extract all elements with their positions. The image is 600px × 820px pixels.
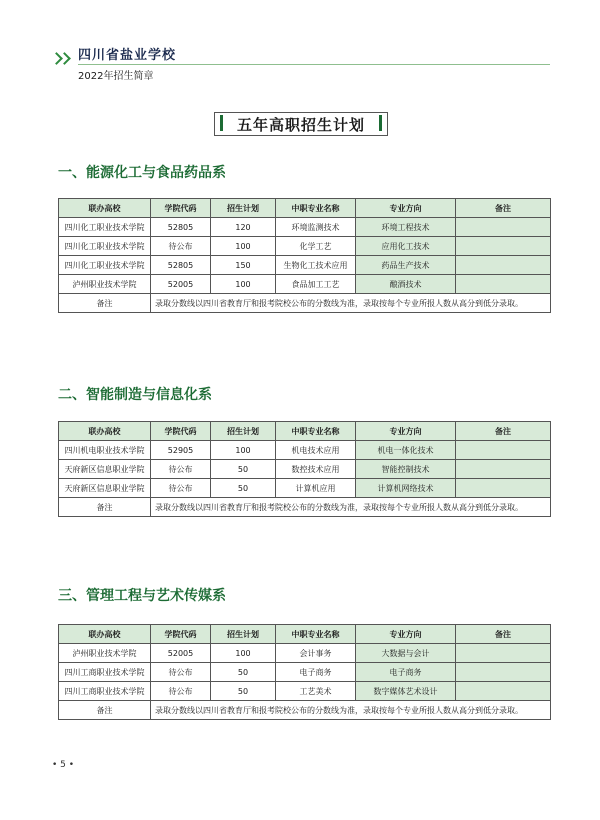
table-row bbox=[59, 479, 551, 498]
school-name: 四川省盐业学校 bbox=[78, 48, 177, 63]
page-number: • 5 • bbox=[52, 760, 75, 770]
table-cell: 泸州职业技术学院 bbox=[59, 275, 151, 294]
column-header: 学院代码 bbox=[151, 422, 211, 441]
table-cell: 四川工商职业技术学院 bbox=[59, 682, 151, 701]
table-cell: 52905 bbox=[151, 441, 211, 460]
table-cell: 大数据与会计 bbox=[356, 644, 456, 663]
table-row bbox=[59, 682, 551, 701]
table-cell: 泸州职业技术学院 bbox=[59, 644, 151, 663]
column-header: 专业方向 bbox=[356, 625, 456, 644]
table-row bbox=[59, 460, 551, 479]
table-row bbox=[59, 256, 551, 275]
table-cell bbox=[456, 275, 551, 294]
table-row bbox=[59, 275, 551, 294]
table-cell: 50 bbox=[211, 479, 276, 498]
header-divider bbox=[78, 64, 550, 65]
table-cell: 100 bbox=[211, 237, 276, 256]
column-header: 招生计划 bbox=[211, 199, 276, 218]
note-text: 录取分数线以四川省教育厅和报考院校公布的分数线为准，录取按每个专业所报人数从高分到低分录取。 bbox=[151, 701, 551, 720]
note-text: 录取分数线以四川省教育厅和报考院校公布的分数线为准，录取按每个专业所报人数从高分到低分录取。 bbox=[151, 498, 551, 517]
column-header: 备注 bbox=[456, 199, 551, 218]
table-cell: 52005 bbox=[151, 644, 211, 663]
table-cell: 52805 bbox=[151, 218, 211, 237]
table-cell: 100 bbox=[211, 644, 276, 663]
table-cell: 待公布 bbox=[151, 682, 211, 701]
table-cell bbox=[456, 237, 551, 256]
table-cell: 待公布 bbox=[151, 237, 211, 256]
table-cell: 四川化工职业技术学院 bbox=[59, 218, 151, 237]
table-cell bbox=[456, 218, 551, 237]
section-heading: 三、管理工程与艺术传媒系 bbox=[58, 588, 226, 604]
table-cell: 食品加工工艺 bbox=[276, 275, 356, 294]
table-cell: 生物化工技术应用 bbox=[276, 256, 356, 275]
enrollment-table bbox=[58, 198, 551, 313]
brochure-subtitle: 2022年招生简章 bbox=[78, 71, 154, 82]
table-cell: 100 bbox=[211, 275, 276, 294]
table-cell: 数字媒体艺术设计 bbox=[356, 682, 456, 701]
column-header: 专业方向 bbox=[356, 422, 456, 441]
enrollment-table bbox=[58, 421, 551, 517]
table-cell: 工艺美术 bbox=[276, 682, 356, 701]
table-cell bbox=[456, 479, 551, 498]
table-cell: 四川化工职业技术学院 bbox=[59, 237, 151, 256]
table-cell bbox=[456, 256, 551, 275]
page-title-box bbox=[214, 112, 388, 136]
table-cell: 药品生产技术 bbox=[356, 256, 456, 275]
table-cell: 四川化工职业技术学院 bbox=[59, 256, 151, 275]
column-header: 中职专业名称 bbox=[276, 422, 356, 441]
table-cell: 机电技术应用 bbox=[276, 441, 356, 460]
section-heading: 一、能源化工与食品药品系 bbox=[58, 165, 226, 181]
table-cell: 四川机电职业技术学院 bbox=[59, 441, 151, 460]
section-heading: 二、智能制造与信息化系 bbox=[58, 387, 212, 403]
table-cell: 52805 bbox=[151, 256, 211, 275]
column-header: 招生计划 bbox=[211, 422, 276, 441]
table-cell: 待公布 bbox=[151, 663, 211, 682]
chevron-right-icon bbox=[52, 48, 68, 67]
column-header: 联办高校 bbox=[59, 625, 151, 644]
table-cell: 待公布 bbox=[151, 460, 211, 479]
note-text: 录取分数线以四川省教育厅和报考院校公布的分数线为准，录取按每个专业所报人数从高分到低分录取。 bbox=[151, 294, 551, 313]
table-cell: 52005 bbox=[151, 275, 211, 294]
table-cell: 150 bbox=[211, 256, 276, 275]
note-row bbox=[59, 294, 551, 313]
column-header: 中职专业名称 bbox=[276, 199, 356, 218]
table-cell bbox=[456, 441, 551, 460]
note-row bbox=[59, 498, 551, 517]
table-cell: 化学工艺 bbox=[276, 237, 356, 256]
table-cell: 50 bbox=[211, 460, 276, 479]
title-bar-left bbox=[220, 115, 223, 131]
table-header-row bbox=[59, 422, 551, 441]
table-row bbox=[59, 441, 551, 460]
table-cell: 智能控制技术 bbox=[356, 460, 456, 479]
table-cell: 四川工商职业技术学院 bbox=[59, 663, 151, 682]
column-header: 联办高校 bbox=[59, 422, 151, 441]
table-cell: 电子商务 bbox=[356, 663, 456, 682]
enrollment-table bbox=[58, 624, 551, 720]
table-cell: 电子商务 bbox=[276, 663, 356, 682]
table-cell: 100 bbox=[211, 441, 276, 460]
table-cell: 天府新区信息职业学院 bbox=[59, 460, 151, 479]
column-header: 联办高校 bbox=[59, 199, 151, 218]
table-header-row bbox=[59, 199, 551, 218]
table-cell: 天府新区信息职业学院 bbox=[59, 479, 151, 498]
table-cell bbox=[456, 644, 551, 663]
column-header: 备注 bbox=[456, 422, 551, 441]
table-cell bbox=[456, 460, 551, 479]
table-cell: 计算机应用 bbox=[276, 479, 356, 498]
table-cell: 会计事务 bbox=[276, 644, 356, 663]
title-bar-right bbox=[379, 115, 382, 131]
column-header: 学院代码 bbox=[151, 625, 211, 644]
table-cell: 数控技术应用 bbox=[276, 460, 356, 479]
note-row bbox=[59, 701, 551, 720]
page-title: 五年高职招生计划 bbox=[236, 115, 365, 134]
table-cell: 120 bbox=[211, 218, 276, 237]
table-cell: 50 bbox=[211, 663, 276, 682]
table-header-row bbox=[59, 625, 551, 644]
table-cell: 应用化工技术 bbox=[356, 237, 456, 256]
table-cell bbox=[456, 663, 551, 682]
table-cell: 计算机网络技术 bbox=[356, 479, 456, 498]
table-row bbox=[59, 663, 551, 682]
column-header: 学院代码 bbox=[151, 199, 211, 218]
note-label: 备注 bbox=[59, 498, 151, 517]
table-cell: 环境工程技术 bbox=[356, 218, 456, 237]
table-cell: 酿酒技术 bbox=[356, 275, 456, 294]
note-label: 备注 bbox=[59, 294, 151, 313]
table-row bbox=[59, 218, 551, 237]
table-cell: 机电一体化技术 bbox=[356, 441, 456, 460]
table-cell: 50 bbox=[211, 682, 276, 701]
table-cell: 待公布 bbox=[151, 479, 211, 498]
column-header: 中职专业名称 bbox=[276, 625, 356, 644]
column-header: 专业方向 bbox=[356, 199, 456, 218]
table-cell bbox=[456, 682, 551, 701]
page-header bbox=[0, 0, 600, 90]
column-header: 招生计划 bbox=[211, 625, 276, 644]
column-header: 备注 bbox=[456, 625, 551, 644]
note-label: 备注 bbox=[59, 701, 151, 720]
table-row bbox=[59, 644, 551, 663]
table-row bbox=[59, 237, 551, 256]
table-cell: 环境监测技术 bbox=[276, 218, 356, 237]
